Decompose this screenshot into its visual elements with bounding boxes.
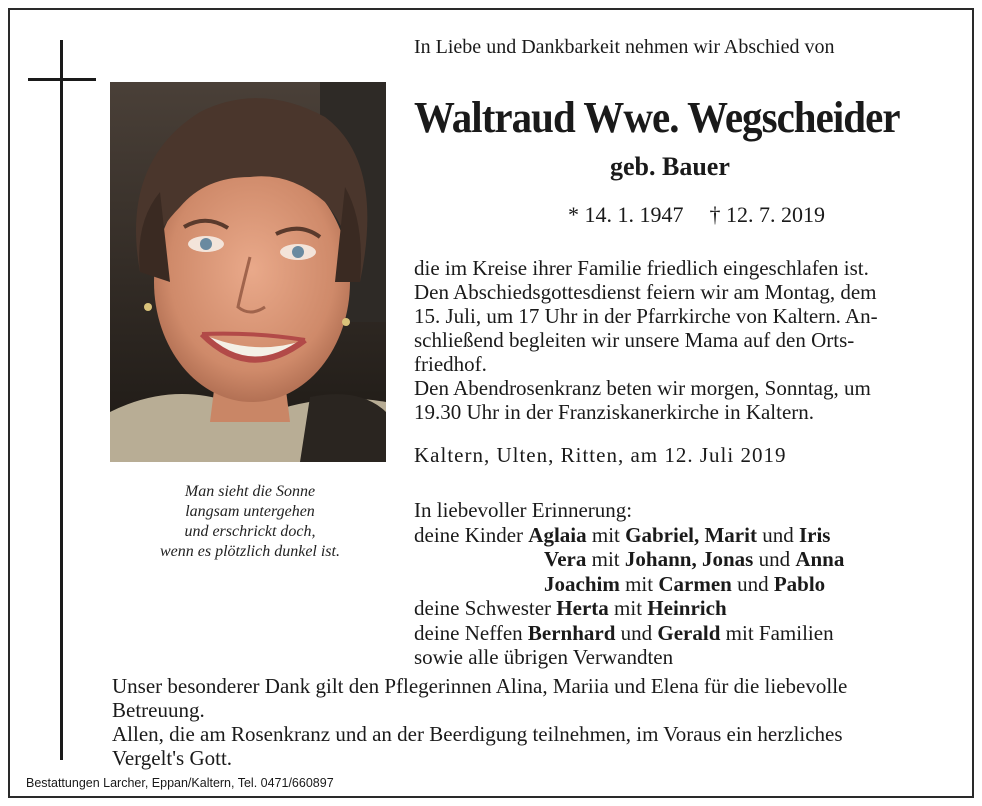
body-line: Den Abschiedsgottesdienst feiern wir am Montag, dem xyxy=(414,280,877,304)
body-line: friedhof. xyxy=(414,352,487,376)
body-line: Den Abendrosenkranz beten wir morgen, Sonntag, um xyxy=(414,376,871,400)
birth-name: geb. Bauer xyxy=(610,152,730,181)
mourners-heading: In liebevoller Erinnerung: xyxy=(414,498,633,522)
children-line-2: Vera mit Johann, Jonas und Anna xyxy=(544,547,845,571)
thanks-line: Allen, die am Rosenkranz und an der Beerdigung teilnehmen, im Voraus ein herzliches xyxy=(112,722,843,746)
body-line: 15. Juli, um 17 Uhr in der Pfarrkirche von Kaltern. An- xyxy=(414,304,878,328)
death-date: † 12. 7. 2019 xyxy=(709,202,825,227)
portrait-photo xyxy=(110,82,386,462)
body-line: die im Kreise ihrer Familie friedlich eingeschlafen ist. xyxy=(414,256,869,280)
thanks-line: Vergelt's Gott. xyxy=(112,746,233,770)
cross-icon-bar xyxy=(28,78,96,81)
thanks-text xyxy=(112,674,954,770)
deceased-name: Waltraud Wwe. Wegscheider xyxy=(414,93,900,142)
cross-icon xyxy=(60,40,63,760)
thanks-line: Betreuung. xyxy=(112,698,205,722)
body-line: schließend begleiten wir unsere Mama auf den Orts- xyxy=(414,328,855,352)
thanks-line: Unser besonderer Dank gilt den Pflegerinnen Alina, Mariia und Elena für die liebevolle xyxy=(112,674,848,698)
announcement-body xyxy=(414,256,954,424)
funeral-home-footer: Bestattungen Larcher, Eppan/Kaltern, Tel. 0471/660897 xyxy=(26,776,334,790)
intro-text: In Liebe und Dankbarkeit nehmen wir Abschied von xyxy=(414,36,835,58)
relatives-line: sowie alle übrigen Verwandten xyxy=(414,645,674,669)
life-dates xyxy=(568,202,825,228)
birth-date: * 14. 1. 1947 xyxy=(568,202,684,227)
quote-line: langsam untergehen xyxy=(185,503,315,520)
body-line: 19.30 Uhr in der Franziskanerkirche in Kaltern. xyxy=(414,400,815,424)
quote-line: und erschrickt doch, xyxy=(184,523,316,540)
children-line-1: deine Kinder Aglaia mit Gabriel, Marit und Iris xyxy=(414,522,831,547)
nephews-line: deine Neffen Bernhard und Gerald mit Familien xyxy=(414,620,834,645)
sister-line: deine Schwester Herta mit Heinrich xyxy=(414,596,727,620)
quote-line: wenn es plötzlich dunkel ist. xyxy=(160,543,340,560)
children-line-3: Joachim mit Carmen und Pablo xyxy=(544,571,826,596)
memorial-quote xyxy=(112,482,388,562)
quote-line: Man sieht die Sonne xyxy=(184,483,316,500)
place-date: Kaltern, Ulten, Ritten, am 12. Juli 2019 xyxy=(414,443,787,467)
mourners-list xyxy=(414,498,844,670)
